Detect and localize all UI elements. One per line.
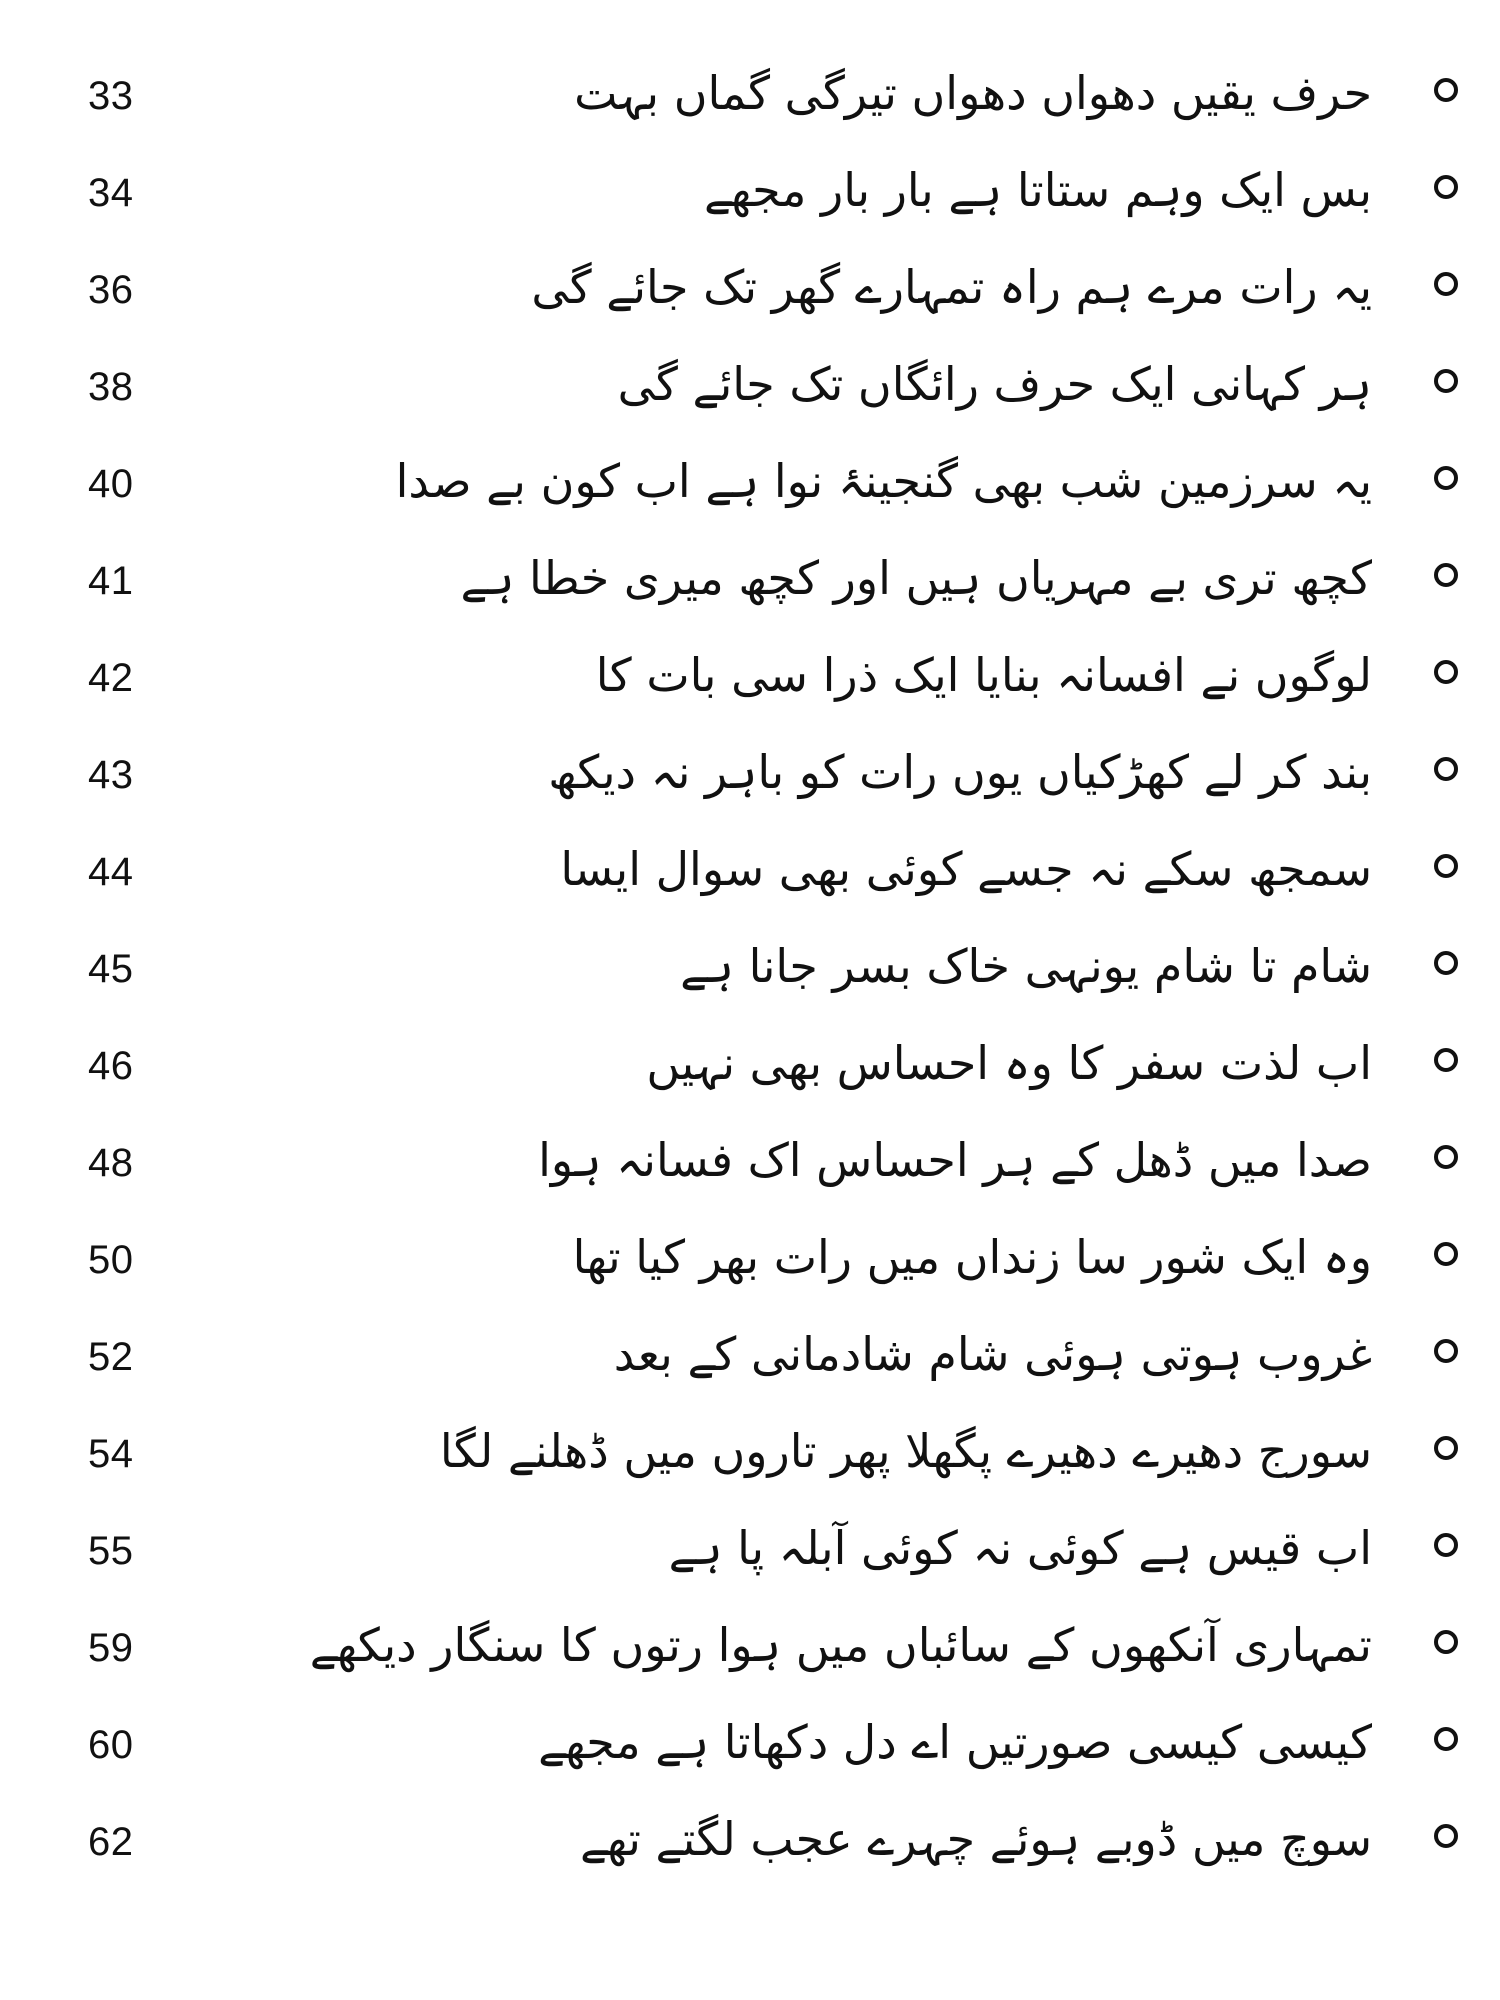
circle-bullet-icon bbox=[1434, 1242, 1458, 1266]
circle-bullet-icon bbox=[1434, 1630, 1458, 1654]
toc-entry bbox=[0, 537, 1500, 634]
toc-entry bbox=[0, 1216, 1500, 1313]
toc-entry-title: غروب ہوتی ہوئی شام شادمانی کے بعد bbox=[613, 1327, 1372, 1381]
circle-bullet-icon bbox=[1434, 854, 1458, 878]
toc-entry-title: ہر کہانی ایک حرف رائگاں تک جائے گی bbox=[617, 357, 1372, 411]
circle-bullet-icon bbox=[1434, 369, 1458, 393]
table-of-contents bbox=[0, 52, 1500, 1895]
toc-page-number: 60 bbox=[88, 1723, 134, 1767]
toc-entry bbox=[0, 1604, 1500, 1701]
toc-entry-title: شام تا شام یونہی خاک بسر جانا ہے bbox=[680, 939, 1372, 993]
circle-bullet-icon bbox=[1434, 1048, 1458, 1072]
toc-entry-title: سورج دھیرے دھیرے پگھلا پھر تاروں میں ڈھلنے لگا bbox=[439, 1424, 1372, 1478]
toc-entry bbox=[0, 246, 1500, 343]
circle-bullet-icon bbox=[1434, 466, 1458, 490]
circle-bullet-icon bbox=[1434, 563, 1458, 587]
toc-entry bbox=[0, 634, 1500, 731]
toc-entry-title: کچھ تری بے مہریاں ہیں اور کچھ میری خطا ہے bbox=[460, 551, 1372, 605]
toc-entry bbox=[0, 52, 1500, 149]
toc-page-number: 40 bbox=[88, 462, 134, 506]
toc-page-number: 34 bbox=[88, 171, 134, 215]
circle-bullet-icon bbox=[1434, 757, 1458, 781]
toc-page-number: 43 bbox=[88, 753, 134, 797]
toc-entry bbox=[0, 1798, 1500, 1895]
toc-entry bbox=[0, 1313, 1500, 1410]
circle-bullet-icon bbox=[1434, 175, 1458, 199]
toc-page-number: 41 bbox=[88, 559, 134, 603]
toc-entry bbox=[0, 343, 1500, 440]
circle-bullet-icon bbox=[1434, 272, 1458, 296]
toc-entry-title: بند کر لے کھڑکیاں یوں رات کو باہر نہ دیکھ bbox=[548, 745, 1372, 799]
toc-entry-title: اب لذت سفر کا وہ احساس بھی نہیں bbox=[646, 1036, 1372, 1090]
toc-entry bbox=[0, 1701, 1500, 1798]
toc-entry-title: وہ ایک شور سا زنداں میں رات بھر کیا تھا bbox=[572, 1230, 1372, 1284]
toc-entry-title: سمجھ سکے نہ جسے کوئی بھی سوال ایسا bbox=[560, 842, 1372, 896]
toc-entry bbox=[0, 828, 1500, 925]
circle-bullet-icon bbox=[1434, 1436, 1458, 1460]
circle-bullet-icon bbox=[1434, 660, 1458, 684]
toc-page-number: 59 bbox=[88, 1626, 134, 1670]
toc-page-number: 33 bbox=[88, 74, 134, 118]
toc-page-number: 50 bbox=[88, 1238, 134, 1282]
toc-entry bbox=[0, 1022, 1500, 1119]
toc-page-number: 52 bbox=[88, 1335, 134, 1379]
toc-page-number: 36 bbox=[88, 268, 134, 312]
toc-entry bbox=[0, 440, 1500, 537]
toc-entry bbox=[0, 925, 1500, 1022]
circle-bullet-icon bbox=[1434, 78, 1458, 102]
toc-page-number: 38 bbox=[88, 365, 134, 409]
toc-entry bbox=[0, 731, 1500, 828]
circle-bullet-icon bbox=[1434, 1824, 1458, 1848]
toc-page-number: 48 bbox=[88, 1141, 134, 1185]
circle-bullet-icon bbox=[1434, 1727, 1458, 1751]
toc-entry-title: حرف یقیں دھواں دھواں تیرگی گماں بہت bbox=[574, 66, 1372, 120]
toc-entry bbox=[0, 1410, 1500, 1507]
toc-entry-title: سوچ میں ڈوبے ہوئے چہرے عجب لگتے تھے bbox=[579, 1812, 1372, 1866]
toc-entry-title: کیسی کیسی صورتیں اے دل دکھاتا ہے مجھے bbox=[538, 1715, 1372, 1769]
toc-entry-title: صدا میں ڈھل کے ہر احساس اک فسانہ ہوا bbox=[538, 1133, 1372, 1187]
circle-bullet-icon bbox=[1434, 1339, 1458, 1363]
toc-entry-title: تمہاری آنکھوں کے سائباں میں ہوا رتوں کا سنگار دیکھے bbox=[309, 1618, 1372, 1672]
toc-entry bbox=[0, 149, 1500, 246]
toc-page-number: 55 bbox=[88, 1529, 134, 1573]
toc-entry-title: اب قیس ہے کوئی نہ کوئی آبلہ پا ہے bbox=[668, 1521, 1372, 1575]
toc-entry-title: لوگوں نے افسانہ بنایا ایک ذرا سی بات کا bbox=[595, 648, 1372, 702]
toc-page-number: 62 bbox=[88, 1820, 134, 1864]
toc-entry bbox=[0, 1119, 1500, 1216]
toc-entry bbox=[0, 1507, 1500, 1604]
toc-entry-title: یہ رات مرے ہم راہ تمہارے گھر تک جائے گی bbox=[531, 260, 1372, 314]
toc-entry-title: بس ایک وہم ستاتا ہے بار بار مجھے bbox=[703, 163, 1372, 217]
circle-bullet-icon bbox=[1434, 1145, 1458, 1169]
toc-page-number: 44 bbox=[88, 850, 134, 894]
toc-page-number: 54 bbox=[88, 1432, 134, 1476]
toc-page-number: 46 bbox=[88, 1044, 134, 1088]
circle-bullet-icon bbox=[1434, 951, 1458, 975]
toc-page-number: 45 bbox=[88, 947, 134, 991]
circle-bullet-icon bbox=[1434, 1533, 1458, 1557]
toc-page-number: 42 bbox=[88, 656, 134, 700]
toc-entry-title: یہ سرزمین شب بھی گنجینۂ نوا ہے اب کون بے صدا bbox=[395, 454, 1372, 508]
